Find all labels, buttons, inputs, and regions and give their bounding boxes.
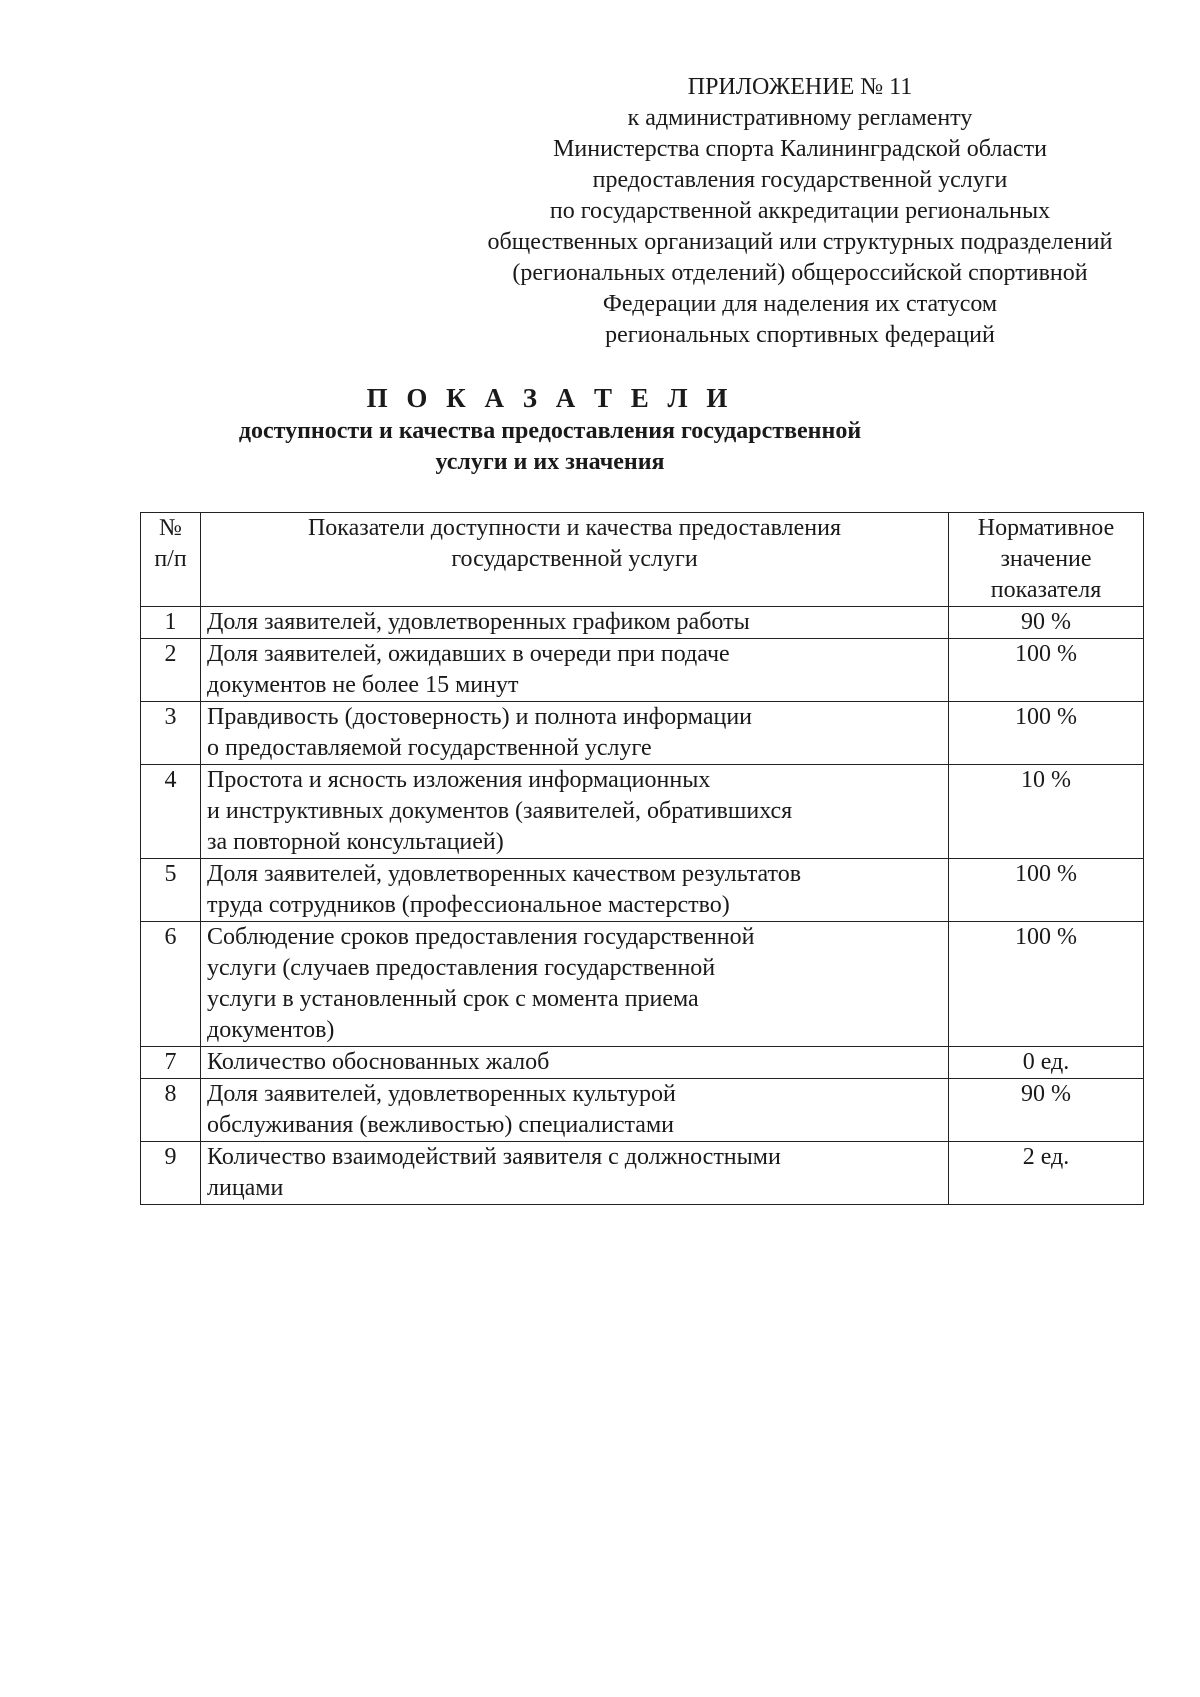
header-num-line: п/п — [154, 546, 187, 572]
row-value: 100 % — [949, 639, 1144, 702]
row-indicator-line: Соблюдение сроков предоставления государственной — [207, 924, 755, 950]
appendix-line: Министерства спорта Калининградской области — [553, 136, 1047, 162]
row-indicator — [201, 765, 949, 859]
appendix-line: региональных спортивных федераций — [605, 322, 995, 348]
table-row — [141, 702, 1144, 765]
row-indicator-line: Доля заявителей, удовлетворенных графиком работы — [207, 609, 750, 635]
row-indicator-line: документов не более 15 минут — [207, 672, 519, 698]
header-value — [949, 513, 1144, 607]
row-number: 7 — [141, 1047, 201, 1079]
header-value-line: Нормативное — [977, 515, 1115, 541]
header-num-line: № — [159, 515, 182, 541]
row-number: 8 — [141, 1079, 201, 1142]
row-indicator-line: за повторной консультацией) — [207, 829, 504, 855]
row-indicator — [201, 922, 949, 1047]
row-indicator — [201, 1142, 949, 1205]
appendix-line: предоставления государственной услуги — [592, 167, 1008, 193]
table-body — [141, 607, 1144, 1205]
row-indicator-line: Доля заявителей, удовлетворенных культурой — [207, 1081, 676, 1107]
row-indicator-line: Количество взаимодействий заявителя с должностными — [207, 1144, 781, 1170]
table-row — [141, 765, 1144, 859]
row-indicator-line: Правдивость (достоверность) и полнота информации — [207, 704, 753, 730]
row-indicator-line: документов) — [207, 1017, 335, 1043]
header-name — [201, 513, 949, 607]
appendix-line: ПРИЛОЖЕНИЕ № 11 — [687, 74, 913, 100]
table-row — [141, 607, 1144, 639]
appendix-header — [450, 72, 1150, 351]
row-value: 0 ед. — [949, 1047, 1144, 1079]
row-value: 100 % — [949, 922, 1144, 1047]
row-indicator-line: Доля заявителей, удовлетворенных качеством результатов — [207, 861, 802, 887]
document-subtitle: услуги и их значения — [435, 449, 665, 475]
appendix-line: к административному регламенту — [627, 105, 973, 131]
row-number: 6 — [141, 922, 201, 1047]
row-indicator-line: услуги (случаев предоставления государственной — [207, 955, 716, 981]
row-indicator — [201, 1079, 949, 1142]
row-value: 90 % — [949, 1079, 1144, 1142]
table-row — [141, 1079, 1144, 1142]
row-number: 9 — [141, 1142, 201, 1205]
header-value-line: показателя — [990, 577, 1102, 603]
row-indicator — [201, 1047, 949, 1079]
row-indicator-line: о предоставляемой государственной услуге — [207, 735, 652, 761]
appendix-line: (региональных отделений) общероссийской спортивной — [512, 260, 1088, 286]
document-title: П О К А З А Т Е Л И — [366, 383, 734, 413]
appendix-line: по государственной аккредитации региональных — [549, 198, 1051, 224]
row-indicator-line: труда сотрудников (профессиональное мастерство) — [207, 892, 730, 918]
row-indicator-line: и инструктивных документов (заявителей, обратившихся — [207, 798, 793, 824]
row-indicator-line: Доля заявителей, ожидавших в очереди при подаче — [207, 641, 730, 667]
row-value: 10 % — [949, 765, 1144, 859]
row-number: 2 — [141, 639, 201, 702]
header-name-line: Показатели доступности и качества предоставления — [307, 515, 842, 541]
row-number: 5 — [141, 859, 201, 922]
row-indicator-line: обслуживания (вежливостью) специалистами — [207, 1112, 674, 1138]
row-indicator — [201, 639, 949, 702]
row-indicator-line: лицами — [207, 1175, 284, 1201]
row-indicator-line: услуги в установленный срок с момента приема — [207, 986, 699, 1012]
row-indicator — [201, 859, 949, 922]
row-indicator-line: Простота и ясность изложения информационных — [207, 767, 711, 793]
row-indicator — [201, 607, 949, 639]
table-row — [141, 922, 1144, 1047]
table-row — [141, 1047, 1144, 1079]
appendix-line: общественных организаций или структурных подразделений — [487, 229, 1113, 255]
indicators-table — [140, 512, 1144, 1205]
row-number: 4 — [141, 765, 201, 859]
row-value: 90 % — [949, 607, 1144, 639]
header-value-line: значение — [1000, 546, 1092, 572]
document-heading — [190, 380, 910, 478]
row-number: 1 — [141, 607, 201, 639]
row-number: 3 — [141, 702, 201, 765]
row-value: 100 % — [949, 859, 1144, 922]
table-row — [141, 639, 1144, 702]
row-indicator — [201, 702, 949, 765]
appendix-line: Федерации для наделения их статусом — [602, 291, 998, 317]
table-row — [141, 859, 1144, 922]
row-indicator-line: Количество обоснованных жалоб — [207, 1049, 550, 1075]
row-value: 2 ед. — [949, 1142, 1144, 1205]
header-name-line: государственной услуги — [451, 546, 698, 572]
document-subtitle: доступности и качества предоставления государственной — [238, 418, 862, 444]
table-row — [141, 1142, 1144, 1205]
row-value: 100 % — [949, 702, 1144, 765]
header-num — [141, 513, 201, 607]
table-header-row — [141, 513, 1144, 607]
